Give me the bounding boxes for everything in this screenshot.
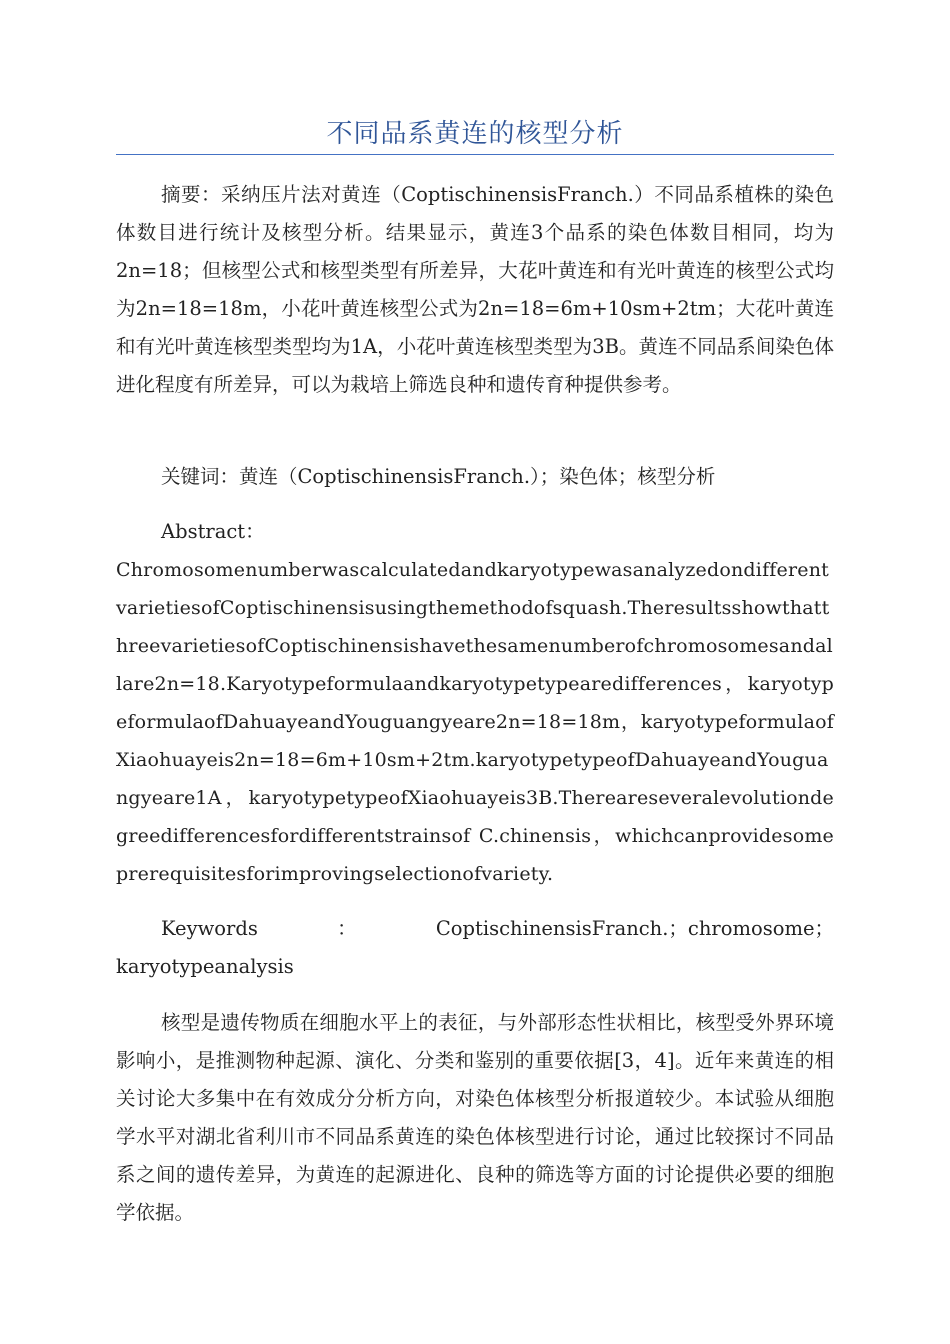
- keywords-english: Keywords：CoptischinensisFranch.；chromosome；karyotypeanalysis: [116, 917, 834, 978]
- abstract-chinese: 摘要：采纳压片法对黄连（CoptischinensisFranch.）不同品系植株的染色体数目进行统计及核型分析。结果显示，黄连3个品系的染色体数目相同，均为2n=18；但核型公式和核型类型有所差异，大花叶黄连和有光叶黄连的核型公式均为2n=18=18m，小花叶黄连核型公式为2n=18=6m+10sm+2tm；大花叶黄连和有光叶黄连核型类型均为1A，小花叶黄连核型类型为3B。黄连不同品系间染色体进化程度有所差异，可以为栽培上筛选良种和遗传育种提供参考。: [116, 183, 834, 396]
- document-title: 不同品系黄连的核型分析: [326, 119, 624, 149]
- title-underline: [116, 154, 834, 155]
- introduction-paragraph: 核型是遗传物质在细胞水平上的表征，与外部形态性状相比，核型受外界环境影响小，是推测物种起源、演化、分类和鉴别的重要依据[3，4]。近年来黄连的相关讨论大多集中在有效成分分析方向，对染色体核型分析报道较少。本试验从细胞学水平对湖北省利川市不同品系黄连的染色体核型进行讨论，通过比较探讨不同品系之间的遗传差异，为黄连的起源进化、良种的筛选等方面的讨论提供必要的细胞学依据。: [116, 1011, 834, 1224]
- abstract-english-label: Abstract：: [161, 520, 265, 543]
- keywords-chinese: 关键词：黄连（CoptischinensisFranch.）；染色体；核型分析: [161, 465, 716, 488]
- abstract-english: ChromosomenumberwascalculatedandkaryotypewasanalyzedondifferentvarietiesofCoptischinensisusingthemethodofsquash.TheresultsshowthatthreevarietiesofCoptischinensishavethesamenumberofchromosomesandallare2n=18.Karyotypeformulaandkaryotypetypearedifferences，karyotypeformulaofDahuayeandYouguangyeare2n=18=18m，karyotypeformulaofXiaohuayeis2n=18=6m+10sm+2tm.karyotypetypeofDahuayeandYouguangyeare1A，karyotypetypeofXiaohuayeis3B.Thereareseveralevolutiondegreedifferencesfordifferentstrainsof C.chinensis，whichcanprovidesomeprerequisitesforimprovingselectionofvariety.: [116, 559, 834, 885]
